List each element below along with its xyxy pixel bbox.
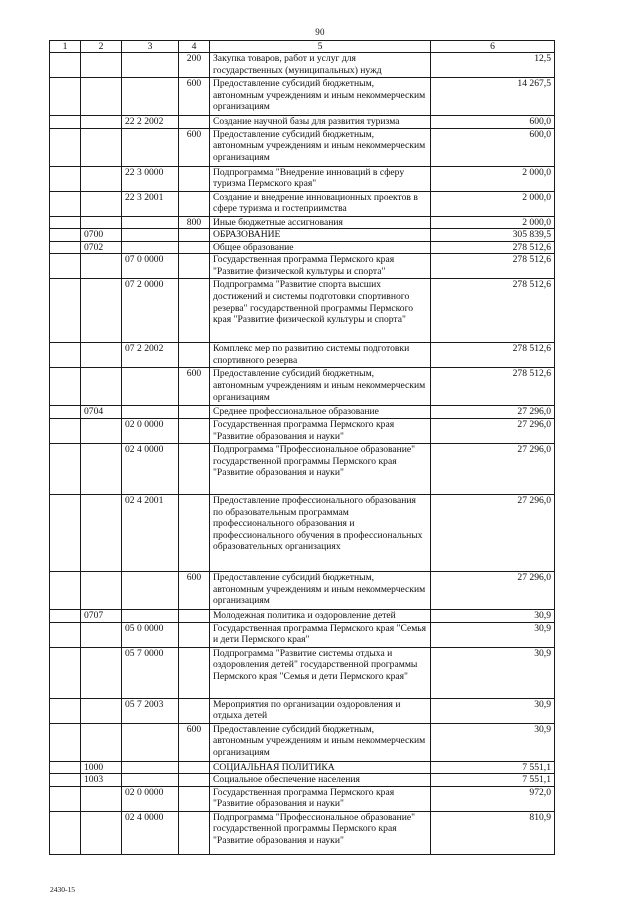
row-target-code — [122, 406, 179, 419]
row-target-code — [122, 761, 179, 774]
row-col1-cell — [50, 406, 81, 419]
row-section-code: 0702 — [81, 241, 122, 254]
row-amount: 12,5 — [431, 53, 555, 78]
row-col1-cell — [50, 166, 81, 191]
row-col1-cell — [50, 216, 81, 229]
row-target-code — [122, 53, 179, 78]
row-description: Подпрограмма "Профессиональное образование" государственной программы Пермского края "Развитие образования и науки" — [210, 443, 431, 494]
row-expense-type — [179, 343, 210, 368]
row-amount: 30,9 — [431, 647, 555, 698]
page-number: 90 — [315, 27, 325, 37]
table-row — [50, 53, 555, 78]
row-section-code — [81, 622, 122, 647]
table-row — [50, 216, 555, 229]
row-expense-type — [179, 229, 210, 242]
row-section-code — [81, 698, 122, 723]
row-amount: 600,0 — [431, 116, 555, 129]
row-expense-type: 600 — [179, 723, 210, 761]
row-col1-cell — [50, 494, 81, 571]
row-description: Общее образование — [210, 241, 431, 254]
row-expense-type — [179, 609, 210, 622]
row-description: Создание и внедрение инновационных проектов в сфере туризма и гостеприимства — [210, 191, 431, 216]
row-section-code — [81, 786, 122, 811]
row-section-code — [81, 78, 122, 116]
row-target-code: 05 0 0000 — [122, 622, 179, 647]
row-target-code — [122, 571, 179, 609]
table-row — [50, 761, 555, 774]
row-expense-type — [179, 494, 210, 571]
row-description: Подпрограмма "Профессиональное образование" государственной программы Пермского края "Развитие образования и науки" — [210, 811, 431, 854]
row-section-code — [81, 723, 122, 761]
row-description: Предоставление субсидий бюджетным, автономным учреждениям и иным некоммерческим организациям — [210, 723, 431, 761]
row-expense-type — [179, 406, 210, 419]
row-expense-type — [179, 191, 210, 216]
table-row — [50, 609, 555, 622]
row-amount: 972,0 — [431, 786, 555, 811]
row-description: Подпрограмма "Развитие системы отдыха и оздоровления детей" государственной программы Пермского края "Семья и дети Пермского края" — [210, 647, 431, 698]
row-section-code — [81, 116, 122, 129]
row-expense-type: 600 — [179, 368, 210, 406]
row-amount: 30,9 — [431, 723, 555, 761]
row-amount: 278 512,6 — [431, 254, 555, 279]
row-expense-type: 600 — [179, 78, 210, 116]
row-col1-cell — [50, 698, 81, 723]
row-section-code — [81, 494, 122, 571]
column-header: 3 — [122, 41, 179, 53]
row-target-code — [122, 774, 179, 787]
row-amount: 600,0 — [431, 128, 555, 166]
row-section-code — [81, 128, 122, 166]
table-header-row — [50, 41, 555, 53]
table-row — [50, 229, 555, 242]
row-col1-cell — [50, 647, 81, 698]
row-amount: 810,9 — [431, 811, 555, 854]
row-section-code: 1000 — [81, 761, 122, 774]
row-expense-type: 800 — [179, 216, 210, 229]
row-col1-cell — [50, 622, 81, 647]
row-section-code — [81, 216, 122, 229]
row-target-code — [122, 216, 179, 229]
row-amount: 27 296,0 — [431, 418, 555, 443]
row-col1-cell — [50, 229, 81, 242]
table-row — [50, 774, 555, 787]
table-row — [50, 368, 555, 406]
row-col1-cell — [50, 128, 81, 166]
row-description: Государственная программа Пермского края "Семья и дети Пермского края" — [210, 622, 431, 647]
column-header: 5 — [210, 41, 431, 53]
row-amount: 2 000,0 — [431, 166, 555, 191]
row-section-code — [81, 368, 122, 406]
row-expense-type — [179, 279, 210, 343]
row-target-code — [122, 609, 179, 622]
row-section-code — [81, 811, 122, 854]
row-expense-type — [179, 254, 210, 279]
row-expense-type — [179, 698, 210, 723]
table-row — [50, 622, 555, 647]
row-section-code — [81, 647, 122, 698]
row-target-code — [122, 229, 179, 242]
row-description: Комплекс мер по развитию системы подготовки спортивного резерва — [210, 343, 431, 368]
row-description: Подпрограмма "Внедрение инноваций в сферу туризма Пермского края" — [210, 166, 431, 191]
row-description: Создание научной базы для развития туризма — [210, 116, 431, 129]
row-target-code: 07 2 2002 — [122, 343, 179, 368]
row-section-code: 1003 — [81, 774, 122, 787]
row-description: Государственная программа Пермского края "Развитие физической культуры и спорта" — [210, 254, 431, 279]
row-description: Мероприятия по организации оздоровления и отдыха детей — [210, 698, 431, 723]
row-section-code — [81, 418, 122, 443]
row-col1-cell — [50, 774, 81, 787]
row-amount: 7 551,1 — [431, 774, 555, 787]
row-section-code: 0704 — [81, 406, 122, 419]
row-section-code — [81, 343, 122, 368]
footer-code: 2430-15 — [50, 885, 75, 894]
row-amount: 278 512,6 — [431, 368, 555, 406]
row-expense-type — [179, 786, 210, 811]
row-target-code — [122, 78, 179, 116]
row-col1-cell — [50, 241, 81, 254]
row-expense-type — [179, 761, 210, 774]
row-col1-cell — [50, 761, 81, 774]
row-target-code: 22 3 2001 — [122, 191, 179, 216]
row-amount: 30,9 — [431, 622, 555, 647]
row-col1-cell — [50, 279, 81, 343]
row-amount: 27 296,0 — [431, 571, 555, 609]
column-header: 4 — [179, 41, 210, 53]
row-section-code — [81, 191, 122, 216]
row-col1-cell — [50, 191, 81, 216]
table-row — [50, 418, 555, 443]
table-row — [50, 279, 555, 343]
row-expense-type — [179, 418, 210, 443]
row-expense-type: 200 — [179, 53, 210, 78]
row-expense-type — [179, 241, 210, 254]
row-target-code: 02 4 2001 — [122, 494, 179, 571]
row-target-code: 05 7 2003 — [122, 698, 179, 723]
row-amount: 30,9 — [431, 609, 555, 622]
table-row — [50, 811, 555, 854]
row-section-code — [81, 53, 122, 78]
row-expense-type: 600 — [179, 571, 210, 609]
row-section-code — [81, 279, 122, 343]
row-section-code — [81, 254, 122, 279]
row-description: Подпрограмма "Развитие спорта высших достижений и системы подготовки спортивного резерва" государственной программы Пермского края "Развитие физической культуры и спорта" — [210, 279, 431, 343]
table-row — [50, 698, 555, 723]
row-section-code — [81, 443, 122, 494]
row-expense-type — [179, 622, 210, 647]
row-amount: 27 296,0 — [431, 494, 555, 571]
row-amount: 7 551,1 — [431, 761, 555, 774]
row-target-code: 22 3 0000 — [122, 166, 179, 191]
row-col1-cell — [50, 609, 81, 622]
table-row — [50, 78, 555, 116]
row-col1-cell — [50, 786, 81, 811]
row-col1-cell — [50, 418, 81, 443]
row-expense-type — [179, 774, 210, 787]
row-expense-type — [179, 116, 210, 129]
row-expense-type — [179, 443, 210, 494]
row-target-code: 07 0 0000 — [122, 254, 179, 279]
row-amount: 27 296,0 — [431, 406, 555, 419]
row-col1-cell — [50, 368, 81, 406]
row-amount: 2 000,0 — [431, 191, 555, 216]
table-row — [50, 647, 555, 698]
row-description: Государственная программа Пермского края "Развитие образования и науки" — [210, 418, 431, 443]
row-target-code: 02 0 0000 — [122, 786, 179, 811]
row-description: Среднее профессиональное образование — [210, 406, 431, 419]
table-row — [50, 406, 555, 419]
row-description: Социальное обеспечение населения — [210, 774, 431, 787]
row-col1-cell — [50, 343, 81, 368]
column-header: 6 — [431, 41, 555, 53]
row-expense-type — [179, 166, 210, 191]
row-col1-cell — [50, 116, 81, 129]
row-target-code: 02 4 0000 — [122, 811, 179, 854]
table-body — [50, 53, 555, 855]
row-col1-cell — [50, 254, 81, 279]
row-col1-cell — [50, 53, 81, 78]
row-expense-type — [179, 811, 210, 854]
table-row — [50, 254, 555, 279]
table-row — [50, 494, 555, 571]
table-row — [50, 241, 555, 254]
table-row — [50, 191, 555, 216]
row-section-code — [81, 571, 122, 609]
row-amount: 2 000,0 — [431, 216, 555, 229]
row-description: Предоставление профессионального образования по образовательным программам профессионального образования и профессионального обучения в профессиональных образовательных организациях — [210, 494, 431, 571]
row-description: Предоставление субсидий бюджетным, автономным учреждениям и иным некоммерческим организациям — [210, 78, 431, 116]
row-target-code: 22 2 2002 — [122, 116, 179, 129]
row-description: Предоставление субсидий бюджетным, автономным учреждениям и иным некоммерческим организациям — [210, 128, 431, 166]
row-col1-cell — [50, 811, 81, 854]
table-row — [50, 786, 555, 811]
row-amount: 27 296,0 — [431, 443, 555, 494]
table-row — [50, 343, 555, 368]
row-target-code — [122, 128, 179, 166]
row-description: Иные бюджетные ассигнования — [210, 216, 431, 229]
table-row — [50, 116, 555, 129]
row-target-code: 05 7 0000 — [122, 647, 179, 698]
row-description: СОЦИАЛЬНАЯ ПОЛИТИКА — [210, 761, 431, 774]
row-expense-type — [179, 647, 210, 698]
row-target-code: 07 2 0000 — [122, 279, 179, 343]
table-row — [50, 571, 555, 609]
row-col1-cell — [50, 78, 81, 116]
table-row — [50, 128, 555, 166]
row-amount: 305 839,5 — [431, 229, 555, 242]
row-section-code: 0707 — [81, 609, 122, 622]
row-col1-cell — [50, 571, 81, 609]
row-description: Предоставление субсидий бюджетным, автономным учреждениям и иным некоммерческим организациям — [210, 571, 431, 609]
row-expense-type: 600 — [179, 128, 210, 166]
table-row — [50, 443, 555, 494]
row-amount: 278 512,6 — [431, 343, 555, 368]
row-target-code — [122, 723, 179, 761]
row-section-code — [81, 166, 122, 191]
row-amount: 14 267,5 — [431, 78, 555, 116]
row-description: Молодежная политика и оздоровление детей — [210, 609, 431, 622]
row-target-code — [122, 368, 179, 406]
column-header: 1 — [50, 41, 81, 53]
row-amount: 278 512,6 — [431, 279, 555, 343]
row-col1-cell — [50, 443, 81, 494]
column-header: 2 — [81, 41, 122, 53]
row-col1-cell — [50, 723, 81, 761]
budget-table — [49, 40, 555, 855]
row-description: ОБРАЗОВАНИЕ — [210, 229, 431, 242]
row-target-code: 02 0 0000 — [122, 418, 179, 443]
row-description: Государственная программа Пермского края "Развитие образования и науки" — [210, 786, 431, 811]
row-section-code: 0700 — [81, 229, 122, 242]
table-row — [50, 166, 555, 191]
table-row — [50, 723, 555, 761]
row-amount: 278 512,6 — [431, 241, 555, 254]
row-amount: 30,9 — [431, 698, 555, 723]
row-target-code — [122, 241, 179, 254]
row-description: Закупка товаров, работ и услуг для государственных (муниципальных) нужд — [210, 53, 431, 78]
row-target-code: 02 4 0000 — [122, 443, 179, 494]
row-description: Предоставление субсидий бюджетным, автономным учреждениям и иным некоммерческим организациям — [210, 368, 431, 406]
